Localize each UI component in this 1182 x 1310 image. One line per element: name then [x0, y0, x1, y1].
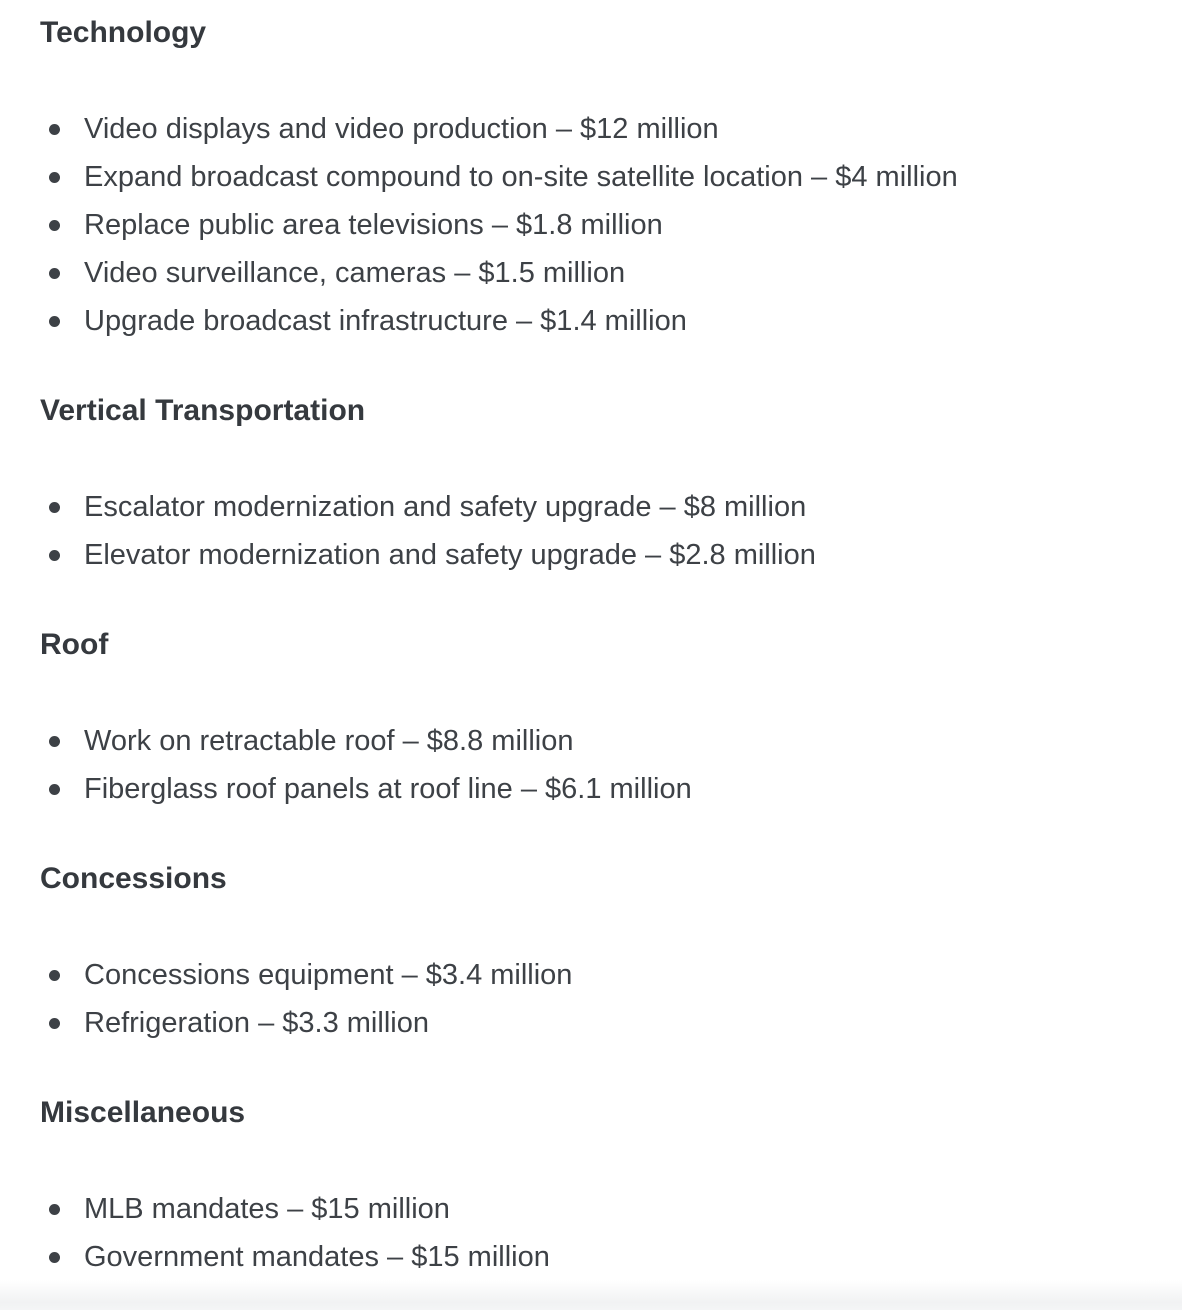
bullet-icon — [49, 1204, 60, 1215]
bullet-icon — [49, 1252, 60, 1263]
technology-list — [40, 105, 1162, 345]
list-item — [40, 765, 1162, 813]
list-item — [40, 483, 1162, 531]
bullet-icon — [49, 220, 60, 231]
list-item-text: Video surveillance, cameras – $1.5 million — [84, 257, 626, 289]
list-item — [40, 201, 1162, 249]
list-item-text: Work on retractable roof – $8.8 million — [84, 725, 574, 757]
list-item — [40, 999, 1162, 1047]
list-item-text: Expand broadcast compound to on-site satellite location – $4 million — [84, 161, 958, 193]
section-heading-concessions: Concessions — [40, 862, 227, 895]
bullet-icon — [49, 316, 60, 327]
bullet-icon — [49, 550, 60, 561]
section-heading-miscellaneous: Miscellaneous — [40, 1096, 246, 1129]
miscellaneous-list — [40, 1185, 1162, 1281]
list-item-text: Upgrade broadcast infrastructure – $1.4 million — [84, 305, 687, 337]
vertical-transportation-list — [40, 483, 1162, 579]
bullet-icon — [49, 268, 60, 279]
list-item-text: Refrigeration – $3.3 million — [84, 1007, 429, 1039]
list-item — [40, 531, 1162, 579]
list-item-text: Elevator modernization and safety upgrade – $2.8 million — [84, 539, 816, 571]
list-item — [40, 1233, 1162, 1281]
list-item-text: Concessions equipment – $3.4 million — [84, 959, 573, 991]
bullet-icon — [49, 1018, 60, 1029]
section-heading-roof: Roof — [40, 628, 109, 661]
list-item-text: Video displays and video production – $12 million — [84, 113, 719, 145]
list-item-text: Replace public area televisions – $1.8 million — [84, 209, 663, 241]
section-heading-vertical-transportation: Vertical Transportation — [40, 394, 366, 427]
list-item — [40, 297, 1162, 345]
list-item-text: MLB mandates – $15 million — [84, 1193, 450, 1225]
bullet-icon — [49, 502, 60, 513]
list-item-text: Escalator modernization and safety upgrade – $8 million — [84, 491, 807, 523]
section-heading-technology: Technology — [40, 16, 207, 49]
bullet-icon — [49, 172, 60, 183]
list-item — [40, 951, 1162, 999]
list-item — [40, 153, 1162, 201]
bottom-fade-divider — [0, 1280, 1182, 1310]
list-item-text: Government mandates – $15 million — [84, 1241, 550, 1273]
bullet-icon — [49, 736, 60, 747]
list-item — [40, 249, 1162, 297]
list-item-text: Fiberglass roof panels at roof line – $6.1 million — [84, 773, 692, 805]
bullet-icon — [49, 784, 60, 795]
list-item — [40, 105, 1162, 153]
bullet-icon — [49, 970, 60, 981]
roof-list — [40, 717, 1162, 813]
bullet-icon — [49, 124, 60, 135]
list-item — [40, 1185, 1162, 1233]
concessions-list — [40, 951, 1162, 1047]
list-item — [40, 717, 1162, 765]
